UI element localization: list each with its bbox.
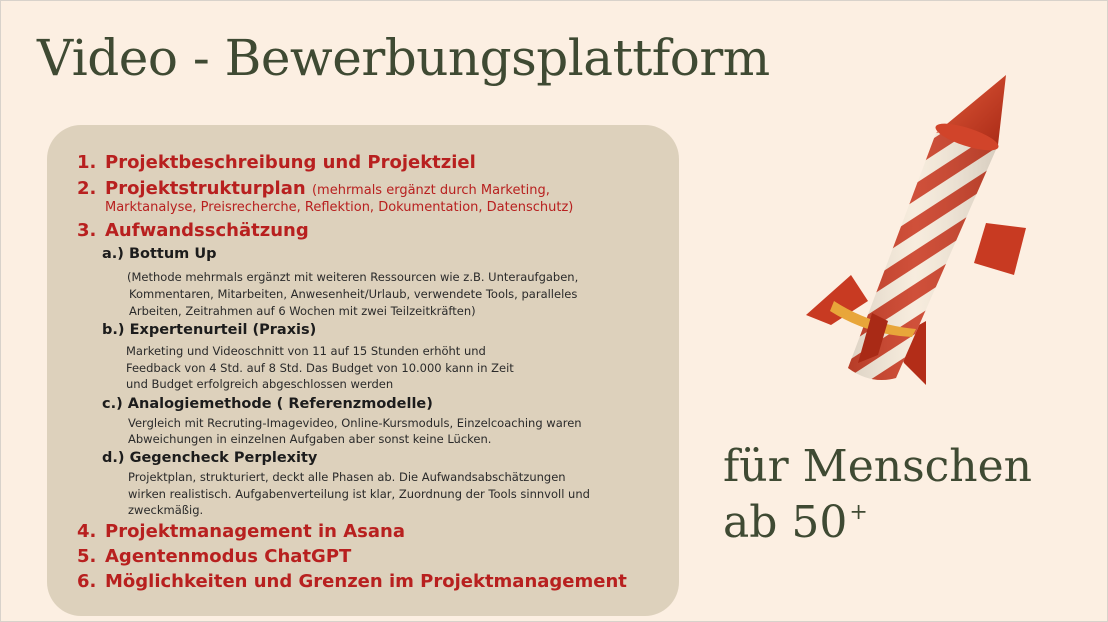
tagline-age: ab 50 — [723, 497, 848, 548]
tagline-line-2 — [723, 497, 868, 548]
agenda-item-label: Projektstrukturplan — [105, 178, 306, 199]
agenda-item-label: Projektbeschreibung und Projektziel — [105, 152, 476, 173]
agenda-item-4 — [77, 521, 405, 542]
agenda-item-number: 6. — [77, 571, 97, 592]
sub-item-b-text: Marketing und Videoschnitt von 11 auf 15 Stunden erhöht und — [126, 344, 486, 358]
sub-item-a-text: Arbeiten, Zeitrahmen auf 6 Wochen mit zwei Teilzeitkräften) — [129, 304, 476, 318]
sub-item-a-label: a.) Bottum Up — [102, 246, 217, 262]
sub-item-a-text: Kommentaren, Mitarbeiten, Anwesenheit/Urlaub, verwendete Tools, paralleles — [129, 287, 578, 301]
sub-item-a-text: (Methode mehrmals ergänzt mit weiteren Ressourcen wie z.B. Unteraufgaben, — [127, 270, 579, 284]
rocket-icon — [776, 63, 1056, 403]
rocket-fin-right — [974, 223, 1026, 275]
sub-item-d-label: d.) Gegencheck Perplexity — [102, 450, 318, 466]
agenda-item-6 — [77, 571, 627, 592]
agenda-item-label: Möglichkeiten und Grenzen im Projektmanagement — [105, 571, 627, 592]
sub-item-c-text: Vergleich mit Recruting-Imagevideo, Online-Kursmoduls, Einzelcoaching waren — [128, 416, 582, 430]
slide-title: Video - Bewerbungsplattform — [37, 29, 770, 87]
sub-item-c-label: c.) Analogiemethode ( Referenzmodelle) — [102, 396, 433, 412]
agenda-item-5 — [77, 546, 351, 567]
sub-item-d-text: Projektplan, strukturiert, deckt alle Phasen ab. Die Aufwandsabschätzungen — [128, 470, 566, 484]
sub-item-d-text: wirken realistisch. Aufgabenverteilung ist klar, Zuordnung der Tools sinnvoll und — [128, 487, 590, 501]
sub-item-b-text: Feedback von 4 Std. auf 8 Std. Das Budget von 10.000 kann in Zeit — [126, 361, 514, 375]
tagline-plus: + — [849, 500, 868, 525]
sub-item-b-text: und Budget erfolgreich abgeschlossen werden — [126, 377, 394, 391]
agenda-item-note: (mehrmals ergänzt durch Marketing, — [311, 183, 550, 198]
agenda-item-note-continued: Marktanalyse, Preisrecherche, Reflektion, Dokumentation, Datenschutz) — [105, 200, 574, 215]
agenda-item-number: 2. — [77, 178, 97, 199]
agenda-item-number: 1. — [77, 152, 97, 173]
agenda-item-number: 4. — [77, 521, 97, 542]
agenda-item-number: 3. — [77, 220, 97, 241]
agenda-item-label: Agentenmodus ChatGPT — [105, 546, 352, 567]
sub-item-b-label: b.) Expertenurteil (Praxis) — [102, 322, 317, 338]
agenda-item-2 — [77, 178, 550, 199]
tagline-line-1: für Menschen — [723, 441, 1033, 492]
agenda-item-label: Aufwandsschätzung — [105, 220, 309, 241]
agenda-item-label: Projektmanagement in Asana — [105, 521, 405, 542]
agenda-item-1 — [77, 152, 476, 173]
sub-item-d-text: zweckmäßig. — [128, 503, 204, 517]
agenda-item-3 — [77, 220, 309, 241]
agenda-item-number: 5. — [77, 546, 97, 567]
sub-item-c-text: Abweichungen in einzelnen Aufgaben aber sonst keine Lücken. — [128, 432, 492, 446]
